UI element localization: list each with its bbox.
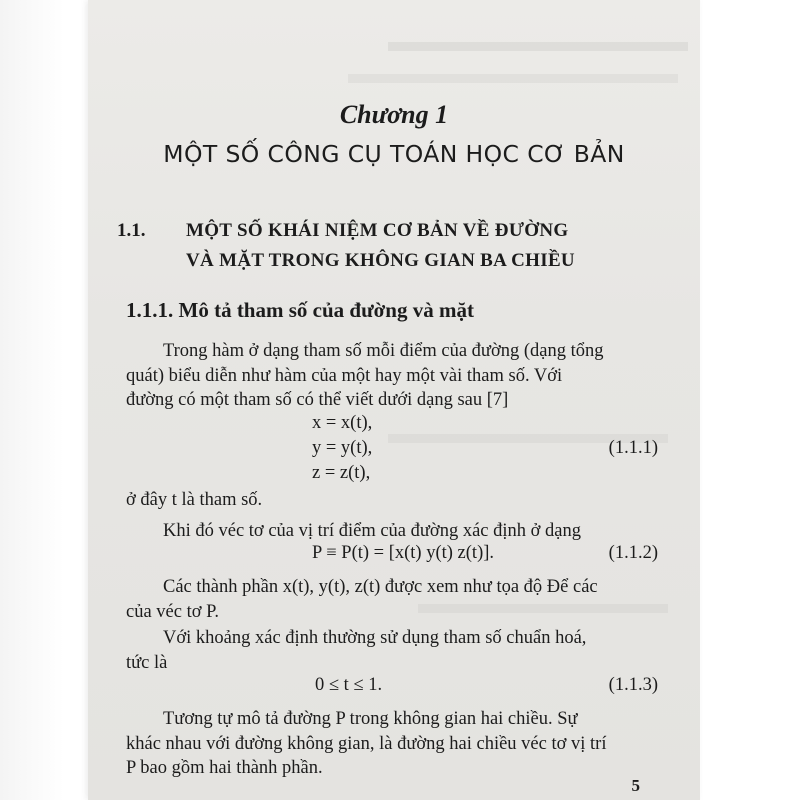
paragraph-line: quát) biểu diễn như hàm của một hay một vài tham số. Với — [126, 365, 563, 386]
equation-line: y = y(t), — [312, 438, 373, 458]
subsection-title: 1.1.1. Mô tả tham số của đường và mặt — [126, 298, 474, 322]
equation-line: z = z(t), — [312, 463, 371, 483]
where-text: ở đây t là tham số. — [126, 490, 263, 510]
section-title-line2: VÀ MẶT TRONG KHÔNG GIAN BA CHIỀU — [186, 250, 575, 271]
equation-number: (1.1.1) — [608, 438, 658, 458]
paragraph-4 — [126, 626, 660, 675]
paragraph-1 — [126, 339, 660, 413]
show-through-shadow — [348, 60, 678, 83]
paragraph-line: Tương tự mô tả đường P trong không gian hai chiều. Sự — [163, 709, 578, 729]
equation-number: (1.1.2) — [608, 543, 658, 563]
equation-number: (1.1.3) — [608, 675, 658, 695]
paragraph-line: khác nhau với đường không gian, là đường hai chiều véc tơ vị trí — [126, 733, 607, 754]
chapter-label: Chương 1 — [339, 100, 449, 129]
book-page — [88, 0, 700, 800]
paragraph-line: Các thành phần x(t), y(t), z(t) được xem như tọa độ Để các — [163, 577, 598, 597]
section-title-line1: MỘT SỐ KHÁI NIỆM CƠ BẢN VỀ ĐƯỜNG — [186, 220, 569, 241]
paragraph-line: của véc tơ P. — [126, 601, 220, 622]
chapter-title: MỘT SỐ CÔNG CỤ TOÁN HỌC CƠ BẢN — [163, 140, 625, 168]
paragraph-5 — [126, 707, 660, 781]
paragraph-2: Khi đó véc tơ của vị trí điểm của đường xác định ở dạng — [163, 521, 582, 541]
section-number: 1.1. — [117, 220, 146, 241]
equation-formula: 0 ≤ t ≤ 1. — [315, 675, 383, 695]
paragraph-line: đường có một tham số có thể viết dưới dạng sau [7] — [126, 390, 509, 410]
paragraph-line: Với khoảng xác định thường sử dụng tham số chuẩn hoá, — [163, 628, 587, 648]
paragraph-line: Trong hàm ở dạng tham số mỗi điểm của đường (dạng tổng — [163, 341, 604, 361]
equation-formula: P ≡ P(t) = [x(t) y(t) z(t)]. — [312, 543, 495, 563]
page-number: 5 — [631, 776, 640, 795]
paragraph-line: tức là — [126, 652, 168, 673]
paragraph-3 — [126, 575, 660, 624]
equation-line: x = x(t), — [312, 413, 373, 433]
show-through-shadow — [388, 28, 688, 51]
paragraph-line: P bao gồm hai thành phần. — [126, 758, 323, 778]
